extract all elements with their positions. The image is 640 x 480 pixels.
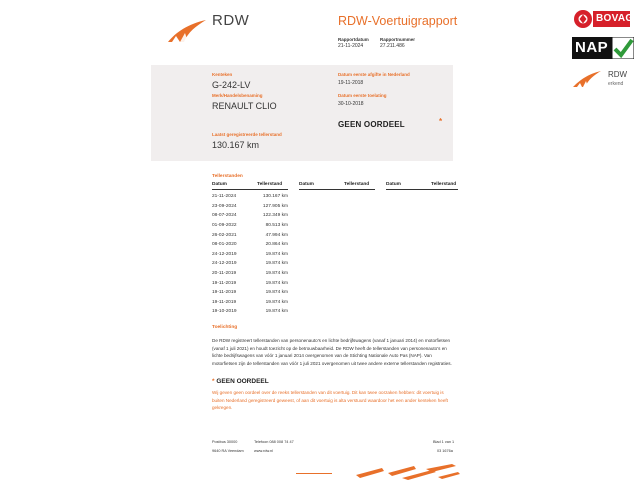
row-tellerstand: 47.994 km [265,232,288,238]
table-row [212,221,288,231]
row-datum: 19-11-2019 [212,280,237,286]
row-tellerstand: 19.874 km [265,251,288,257]
row-tellerstand: 19.874 km [265,271,288,277]
toelichting-text: De RDW registreert tellerstanden van personenauto's en lichte bedrijfswagens (vanaf 1 januari 2014) en motorfietsen (vanaf 1 juli 2021) en houdt toezicht op de betrouwbaarheid. De RDW heeft de tellerstanden van personenauto's en lichte bedrijfswagens van vóór 1 januari 2014 overgenomen van de Stichting Nationale Auto Pas (NAP). Van motorfietsen zijn de tellerstanden van vóór 1 juli 2021 overgenomen uit twee andere externe tellerstanden registraties. [212,338,452,366]
bovag-logo-text: BOVAG [596,13,634,24]
eerste-toelating-label: Datum eerste toelating [338,93,387,98]
merk-value: RENAULT CLIO [212,101,277,111]
nap-logo [572,37,634,59]
kenteken-label: Kenteken [212,72,233,77]
row-tellerstand: 19.874 km [265,261,288,267]
row-datum: 21-11-2024 [212,194,237,200]
table-row [212,288,288,298]
footer-versie: 03 1676a [437,449,453,453]
footer-telefoon: Telefoon 088 008 74 47 [254,440,294,444]
eerste-afgifte-value: 19-11-2018 [338,80,364,86]
laatst-tellerstand-label: Laatst geregistreerde tellerstand [212,132,282,137]
row-tellerstand: 19.874 km [265,299,288,305]
oordeel-asterisk: * [439,117,443,126]
geen-oordeel-explanation: Wij geven geen oordeel over de reeks tellerstanden van dit voertuig. Dit kan twee oorzaken hebben: dit voertuig is buiten Nederland geregistreerd geweest, of aan dit voertuig is alta verstuurd waardoor het een ander kenteken heeft gekregen. [212,390,448,411]
footer-accent-line [296,473,332,474]
row-datum: 26-02-2021 [212,232,237,238]
row-tellerstand: 19.874 km [265,309,288,315]
row-datum: 08-01-2020 [212,242,237,248]
table-row [212,211,288,221]
toelichting-title: Toelichting [212,325,238,330]
table-row [212,230,288,240]
row-datum: 20-11-2019 [212,271,237,277]
table-row [212,298,288,308]
oordeel-value: GEEN OORDEEL [338,120,405,129]
row-tellerstand: 122.349 km [262,213,288,219]
footer-postbus: Postbus 30000 [212,440,238,444]
table-row [212,307,288,317]
kenteken-value: G-242-LV [212,80,251,90]
row-tellerstand: 19.874 km [265,290,288,296]
rdw-logo [166,18,208,44]
table-header-rule-2 [299,189,375,190]
row-datum: 23-09-2024 [212,203,237,209]
col-tellerstand-1: Tellerstand [257,182,283,187]
merk-label: Merk/Handelsbenaming [212,93,263,98]
row-datum: 08-07-2024 [212,213,237,219]
laatst-tellerstand-value: 130.167 km [212,140,260,150]
row-datum: 24-12-2019 [212,261,237,267]
row-tellerstand: 20.864 km [265,242,288,248]
col-tellerstand-2: Tellerstand [344,182,370,187]
tellerstanden-title: Tellerstanden [212,174,243,179]
table-row [212,250,288,260]
tellerstanden-rows [212,192,288,317]
rdw-erkend-label: erkend [608,81,624,87]
nap-logo-text: NAP [575,39,609,56]
document-title: RDW-Voertuigrapport [338,14,458,28]
geen-oordeel-label: GEEN OORDEEL [216,378,269,385]
rdw-erkend-logo [572,70,628,93]
col-tellerstand-3: Tellerstand [431,182,457,187]
rapportdatum-value: 21-11-2024 [338,43,364,49]
row-datum: 19-11-2019 [212,299,237,305]
row-datum: 01-09-2022 [212,223,237,229]
vehicle-info-panel [151,65,453,161]
row-datum: 19-11-2019 [212,290,237,296]
brand-name: RDW [212,12,250,29]
rapportnummer-value: 27.211.486 [380,43,405,49]
col-datum-3: Datum [386,182,401,187]
table-row [212,259,288,269]
footer-blad: Blad 1 van 1 [433,440,455,444]
row-tellerstand: 127.905 km [262,203,288,209]
table-row [212,202,288,212]
table-row [212,278,288,288]
eerste-toelating-value: 30-10-2018 [338,101,364,107]
rdw-erkend-brand: RDW [608,70,628,79]
col-datum-2: Datum [299,182,314,187]
bovag-logo [573,8,634,30]
row-datum: 19-10-2019 [212,309,237,315]
row-tellerstand: 130.167 km [262,194,288,200]
col-datum-1: Datum [212,182,227,187]
row-datum: 24-12-2019 [212,251,237,257]
table-row [212,192,288,202]
geen-oordeel-heading [212,378,269,385]
table-row [212,240,288,250]
footer-stripes-graphic [352,463,462,480]
footer-postcode: 9640 RA Veendam [212,449,244,453]
row-tellerstand: 80.513 km [265,223,288,229]
table-header-rule-3 [386,189,458,190]
table-row [212,269,288,279]
geen-oordeel-asterisk: * [212,378,215,385]
rapportdatum-label: Rapportdatum [338,37,369,42]
eerste-afgifte-label: Datum eerste afgifte in Nederland [338,72,410,77]
table-header-rule-1 [212,189,288,190]
footer-website: www.rdw.nl [254,449,273,453]
row-tellerstand: 19.874 km [265,280,288,286]
rapportnummer-label: Rapportnummer [380,37,416,42]
